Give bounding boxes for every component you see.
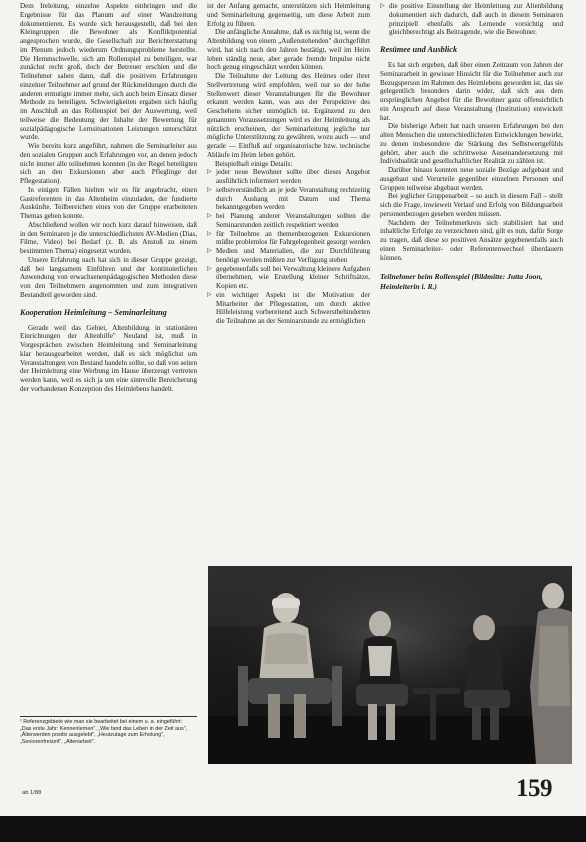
- list-item: ▷ die positive Einstellung der Heimleitung zur Altenbildung dokumentiert sich dadurch, daß auch in diesem Seminaren prinzipiell ebenfalls als Lernende vorsichtig und gleichberechtigt als Beitragende, wie die Bewohner.: [380, 2, 563, 37]
- paragraph: Bei jeglicher Gruppenarbeit – so auch in diesem Fall – stellt sich die Frage, inwieweit Verlauf und Erfolg von Bildungsarbeit personenbezogen gesehen werden müssen.: [380, 192, 563, 218]
- footnote: [20, 716, 197, 745]
- text-column-right: [380, 2, 563, 291]
- list-item: ▷ für Teilnehme an themenbezogenen Exkursionen müßte problemlos für Fahrgelegenheit gesorgt werden: [207, 230, 370, 248]
- footnote-line: ¹ Referenzgebiete wie man sie bearbeitet bei einem u. a. eingeführt:: [20, 719, 183, 725]
- detail-list: [207, 168, 370, 326]
- paragraph: Wie bereits kurz angeführt, nahmen die Seminarleiter aus den sozialen Gruppen auch Erfahrungen vor, an denen jedoch nicht immer alle teilnehmen konnten (in der Regel beteiligten sich an den Exkursionen aber auch Pfleglinge der Pflegestation).: [20, 142, 197, 185]
- list-item: ▷ bei Planung anderer Veranstaltungen sollten die Seminarstunden zeitlich respektiert werden: [207, 212, 370, 230]
- section-heading-summary: Resümee und Ausblick: [380, 45, 458, 54]
- photo-caption: Teilnehmer beim Rollenspiel (Bildmitte: Jutta Joon, Heimleiterin i. R.): [380, 272, 543, 291]
- footnote-line: „Das erste Jahr: Kennenlernen", „Wie fand das Leben in der Zeit aus", „Älterwerden positiv ausgelebt", „Heutzutage zum Erholung", „Seniorenfreizeit", „Altenarbeit".: [20, 725, 188, 745]
- paragraph: Unsere Erfahrung nach hat sich in dieser Gruppe gezeigt, daß bei langsamem Einführen und der kontinuierlichen Anwendung von erwachsenenpädagogischen Methoden diese von den Teilnehmern angenommen und zum integrativen Bestandteil geworden sind.: [20, 255, 197, 299]
- paragraph: Die bisherige Arbeit hat nach unseren Erfahrungen bei den alten Menschen die unterschiedlichsten Entwicklungen bewirkt, zu denen insbesondere die Stärkung des Selbstwertgefühls gehört, aber auch die schrittweise Auseinandersetzung mit Individualität und gesellschaftlicher Realität zu zählen ist.: [380, 122, 563, 166]
- paragraph: Abschließend wollen wir noch kurz darauf hinweisen, daß in den Seminaren je die unterschiedlichsten AV-Medien (Dias, Filme, Video) bei Bedarf (z. B. als Anstoß zu einem bestimmten Thema) eingesetzt wurden.: [20, 220, 197, 255]
- paragraph: Die anfängliche Annahme, daß es nichtig ist, wenn die Altenbildung von einem „Außenstehenden" durchgeführt wird, hat sich nach den Jahren bestätigt, weil im Heim leben ständig neue, aber gerade fremde Impulse nicht hoch genug eingeschätzt werden können.: [207, 28, 370, 72]
- paragraph: Es hat sich ergeben, daß über einen Zeitraum von Jahren der Seminararbeit in gewisser Hinsicht für die Teilnehmer auch zur Bezugsperson im Rahmen des Heimlebens geworden ist, das sie gelegentlich besonders darin wider, daß sich aus dem ursprünglichen Angebot für die Bewohner ganz offensichtlich ein Anspruch auf diese Veranstaltung (Institution) entwickelt hat.: [380, 61, 563, 122]
- paragraph: ist der Anfang gemacht, unterstützen sich Heimleitung und Seminarleitung gegenseitig, um diese Arbeit zum Erfolg zu führen.: [207, 2, 370, 28]
- list-item: ▷ selbstverständlich an je jede Veranstaltung rechtzeitig durch Aushang mit Datum und Thema bekanntgegeben werden: [207, 186, 370, 212]
- list-item: ▷ ein wichtiger Aspekt ist die Motivation der Mitarbeiter der Pflegestation, um durch aktive Hilfeleistung vorbereitend auch Schwerstbehinderten die Teilnahme an der Seminarstunde zu ermöglichen: [207, 291, 370, 326]
- paragraph: Darüber hinaus konnten neue soziale Bezüge aufgebaut und ausgebaut und Vorurteile gegenüber einzelnen Personen und Gruppen teilweise abgebaut werden.: [380, 166, 563, 192]
- paragraph: Dem Ireleitung, einzelne Aspekte einbringen und die Ergebnisse für das Planum auf einer Wandzeitung dokumentieren. Es wurde sich herausgestellt, daß bei den Kleingruppen die Bewohner als Konfliktpotential angesprochen wurde, die Gesellschaft zur Berichterstattung im Plenum jedoch wiederum Ordnungsprobleme herstellte. Die Hemmschwelle, sich am Rollenspiel zu beteiligen, war zunächst recht groß, doch der Betreuer erschien und die Teilnehmer sahen dann, daß die positiven Erfahrungen einzelner Teilnehmer auf grund der Rückmeldungen durch die anderen ermutigte immer mehr, sich auch beim Einsatz dieser Methode zu beteiligen. Schwierigkeiten ergaben sich häufig im Anschluß an das Rollenspiel bei der Auswertung, weil teilweise die Bedeutung der Inhalte der Bewertung für sozialpädagogische Lernsituationen Leistungen unterschätzt wurde.: [20, 2, 197, 142]
- bottom-bar: [0, 816, 586, 842]
- paragraph: Nachdem der Teilnehmerkreis sich stabilisiert hat und inhaltliche Erfolge zu verzeichnen sind, gilt es nun, dafür Sorge zu tragen, daß diese so positiven Ansätze gegebenenfalls auch einen Seminarleiter- oder Referentenwechsel überdauern können.: [380, 218, 563, 262]
- issue-label: ab 1/88: [22, 790, 42, 796]
- paragraph: In einigen Fällen hielten wir es für angebracht, einen Gastreferenten in das Altenheim einzuladen, der fundierte Auskünfte. Teilbereichen eines von der Gruppe erarbeiteten Themas geben konnte.: [20, 185, 197, 220]
- list-item: ▷ jeder neue Bewohner sollte über dieses Angebot ausführlich informiert werden: [207, 168, 370, 186]
- page-number: 159: [516, 775, 552, 802]
- detail-list-continued: [380, 2, 563, 37]
- paragraph: Die Teilnahme der Leitung des Heimes oder ihrer Stellvertretung wird empfohlen, weil nur so der hohe Stellenwert dieser Veranstaltungen für die Bewohner erkannt werden kann, was aus der Perspektive des Geschehens sicher unmöglich ist. Ergänzend zu den genannten Voraussetzungen wird es der Heimleitung als nützlich erscheinen, der Seminarleitung jegliche nur mögliche Unterstützung zu gewähren, wozu auch — und gerade — Einfluß auf organisatorische bzw. technische Abläufe im Heim leben gehört.: [207, 72, 370, 159]
- text-column-middle: [207, 2, 370, 326]
- role-play-photo: [208, 566, 572, 764]
- paragraph: Beispielhaft einige Details:: [215, 159, 293, 168]
- section-heading-cooperation: Kooperation Heimleitung – Seminarleitung: [20, 307, 167, 317]
- paragraph: Gerade weil das Gebiet, Altenbildung in stationären Einrichtungen der Altenhilfe" Neuland ist, muß in Vorgesprächen zwischen Heimleitung und Seminarleitung klar herausgearbeitet werden, daß es sich möglichst um Veranstaltungen von Bestand handeln sollte, so daß von seiten der Heimleitung eine Werbung im Hause überzeugt vertreten werden kann, weil es sich ja um eine sinnvolle Bereicherung der vorhandenen Konzeption des Heimlebens handelt.: [20, 323, 197, 393]
- text-column-left: [20, 2, 197, 394]
- list-item: ▷ Medien und Materialien, die zur Durchführung benötigt werden müßten zur Verfügung stehen: [207, 247, 370, 265]
- list-item: ▷ gegebenenfalls soll bei Verwaltung kleinere Aufgaben übernehmen, wie Erstellung kleiner Schriftsätze, Kopien etc.: [207, 265, 370, 291]
